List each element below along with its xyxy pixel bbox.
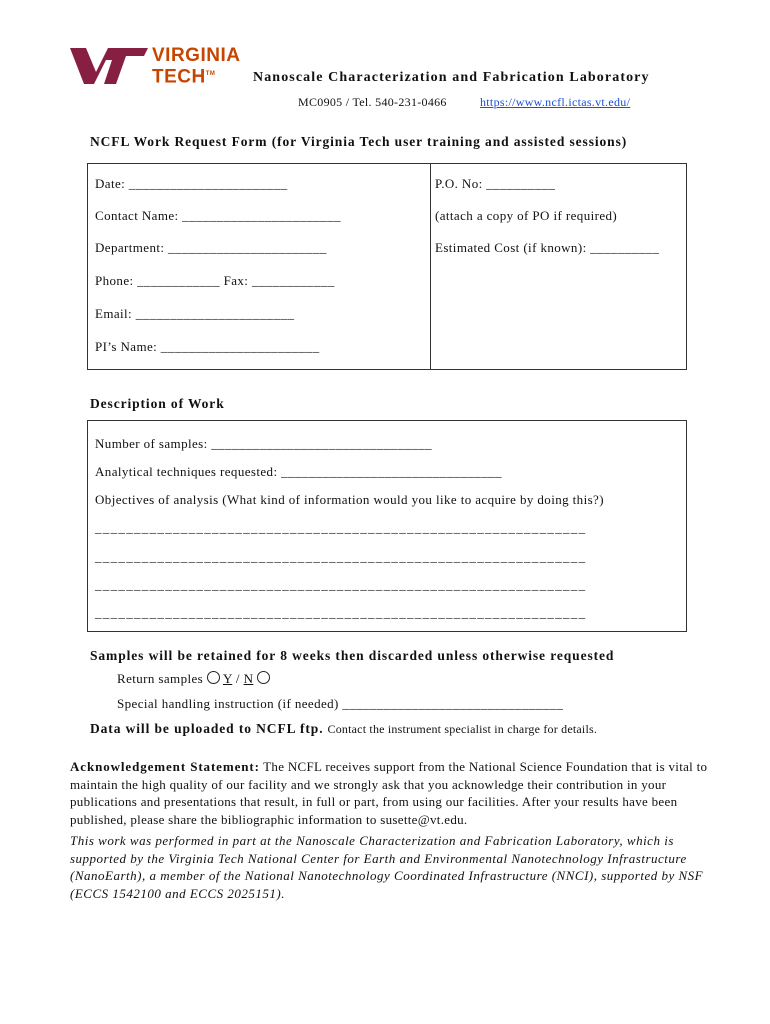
retention-notice: Samples will be retained for 8 weeks then discarded unless otherwise requested (90, 648, 615, 663)
pi-name-field[interactable]: PI’s Name: _______________________ (95, 339, 320, 354)
acknowledgement-statement (70, 758, 710, 828)
box-divider (430, 164, 431, 369)
techniques-field[interactable]: Analytical techniques requested: ________________________________ (95, 464, 502, 479)
description-heading: Description of Work (90, 396, 225, 411)
department-field[interactable]: Department: _______________________ (95, 240, 327, 255)
lab-contact: MC0905 / Tel. 540-231-0466 (298, 95, 447, 109)
email-field[interactable]: Email: _______________________ (95, 306, 295, 321)
return-no-radio[interactable] (257, 671, 270, 684)
estimated-cost-field[interactable]: Estimated Cost (if known): __________ (435, 240, 660, 255)
objectives-line[interactable]: _______________________________________________________________ (95, 605, 587, 620)
logo-wordmark: VIRGINIA TECH™ (152, 45, 241, 88)
objectives-line[interactable]: _______________________________________________________________ (95, 577, 587, 592)
upload-notice (90, 720, 597, 738)
phone-fax-field[interactable]: Phone: ____________ Fax: ____________ (95, 273, 335, 288)
return-samples-label: Return samples (117, 671, 204, 686)
po-number-field[interactable]: P.O. No: __________ (435, 176, 556, 191)
vt-monogram-icon (70, 48, 148, 84)
vt-logo (70, 46, 260, 90)
lab-website-link[interactable]: https://www.ncfl.ictas.vt.edu/ (480, 95, 631, 109)
objectives-line[interactable]: _______________________________________________________________ (95, 520, 587, 535)
return-separator: / (235, 671, 240, 686)
return-no-label: N (243, 671, 254, 686)
special-handling-field[interactable]: Special handling instruction (if needed) ________________________________ (117, 696, 564, 711)
num-samples-field[interactable]: Number of samples: ________________________________ (95, 436, 433, 451)
upload-bold: Data will be uploaded to NCFL ftp. (90, 721, 324, 736)
contact-name-field[interactable]: Contact Name: _______________________ (95, 208, 341, 223)
lab-title: Nanoscale Characterization and Fabrication Laboratory (253, 70, 650, 85)
date-field[interactable]: Date: _______________________ (95, 176, 288, 191)
upload-note: Contact the instrument specialist in charge for details. (327, 722, 598, 736)
objectives-line[interactable]: _______________________________________________________________ (95, 549, 587, 564)
form-title: NCFL Work Request Form (for Virginia Tech user training and assisted sessions) (90, 134, 628, 149)
acknowledgement-label: Acknowledgement Statement: (70, 759, 260, 774)
acknowledgement-citation: This work was performed in part at the Nanoscale Characterization and Fabrication Laboratory, which is supported by the Virginia Tech National Center for Earth and Environmental Nanotechnology Infrastructure (NanoEarth), a member of the National Nanotechnology Coordinated Infrastructure (NNCI), supported by NSF (ECCS 1542100 and ECCS 2025151). (70, 833, 704, 901)
return-yes-label: Y (222, 671, 233, 686)
return-samples-row (117, 671, 270, 687)
objectives-prompt: Objectives of analysis (What kind of information would you like to acquire by doing this?) (95, 492, 604, 507)
return-yes-radio[interactable] (207, 671, 220, 684)
acknowledgement-text: The NCFL receives support from the National Science Foundation that is vital to maintain the high quality of our facility and we strongly ask that you acknowledge their contribution in your publications and presentations that result, in full or part, from using our facilities. After your results have been published, please share the bibliographic information to susette@vt.edu. (70, 759, 708, 827)
po-note: (attach a copy of PO if required) (435, 208, 618, 223)
